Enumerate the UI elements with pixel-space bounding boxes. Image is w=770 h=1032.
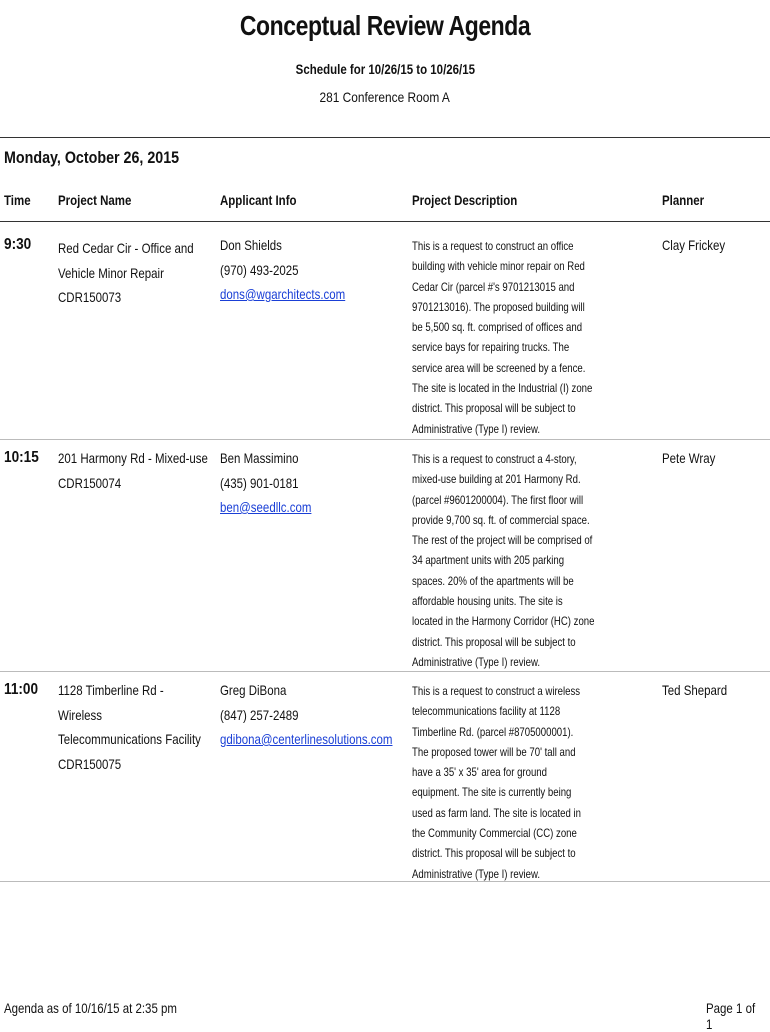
day-heading: Monday, October 26, 2015 — [4, 148, 180, 167]
applicant-info — [220, 678, 430, 752]
schedule-range: Schedule for 10/26/15 to 10/26/15 — [295, 61, 475, 77]
column-header-planner: Planner — [662, 192, 705, 208]
applicant-email-link[interactable]: gdibona@centerlinesolutions.com — [220, 731, 393, 747]
applicant-name: Don Shields — [220, 237, 282, 253]
applicant-phone: (847) 257-2489 — [220, 706, 299, 723]
project-description: This is a request to construct an office building with vehicle minor repair on Red Cedar Cir (parcel #'s 9701213015 and 9701213016). The proposed building will be 5,500 sq. ft. comprised of offices and service bays for repairing trucks. The service area will be screened by a fence. The site is located in the Industrial (I) zone district. This proposal will be subject to Administrative (Type I) review. — [412, 239, 593, 436]
applicant-phone: (970) 493-2025 — [220, 261, 299, 278]
project-name: 201 Harmony Rd - Mixed-use CDR150074 — [58, 450, 208, 491]
applicant-name: Greg DiBona — [220, 682, 287, 698]
planner-name: Pete Wray — [662, 450, 716, 466]
column-header-project-name: Project Name — [58, 192, 132, 208]
applicant-info — [220, 446, 332, 520]
agenda-time: 9:30 — [4, 236, 32, 253]
planner-name: Ted Shepard — [662, 682, 728, 698]
project-name: 1128 Timberline Rd - Wireless Telecommunications Facility CDR150075 — [58, 682, 201, 772]
table-header-divider — [0, 221, 770, 222]
project-name: Red Cedar Cir - Office and Vehicle Minor Repair CDR150073 — [58, 240, 194, 305]
meeting-room: 281 Conference Room A — [319, 89, 451, 105]
row-divider — [0, 439, 770, 440]
agenda-time: 11:00 — [4, 681, 39, 698]
planner-name: Clay Frickey — [662, 237, 726, 253]
applicant-email-link[interactable]: ben@seedllc.com — [220, 499, 312, 515]
applicant-name: Ben Massimino — [220, 450, 299, 466]
column-header-time: Time — [4, 192, 31, 208]
header-divider — [0, 137, 770, 138]
applicant-phone: (435) 901-0181 — [220, 474, 299, 491]
agenda-timestamp: Agenda as of 10/16/15 at 2:35 pm — [4, 1000, 177, 1016]
column-header-project-description: Project Description — [412, 192, 518, 208]
applicant-email-link[interactable]: dons@wgarchitects.com — [220, 286, 346, 302]
applicant-info — [220, 233, 373, 307]
project-description: This is a request to construct a wireless telecommunications facility at 1128 Timberline Rd. (parcel #8705000001). The proposed tower will be 70' tall and have a 35' x 35' area for ground equipment. The site is currently being used as farm land. The site is located in the Community Commercial (CC) zone district. This proposal will be subject to Administrative (Type I) review. — [412, 684, 581, 881]
document-title: Conceptual Review Agenda — [239, 10, 531, 41]
agenda-time: 10:15 — [4, 449, 39, 466]
row-divider — [0, 671, 770, 672]
page-number: Page 1 of 1 — [706, 1000, 756, 1032]
project-description: This is a request to construct a 4-story, mixed-use building at 201 Harmony Rd. (parcel #9601200004). The first floor will provide 9,700 sq. ft. of commercial space. The rest of the project will be comprised of 34 apartment units with 205 parking spaces. 20% of the apartments will be affordable housing units. The site is located in the Harmony Corridor (HC) zone district. This proposal will be subject to Administrative (Type I) review. — [412, 452, 595, 669]
row-divider — [0, 881, 770, 882]
column-header-applicant-info: Applicant Info — [220, 192, 297, 208]
